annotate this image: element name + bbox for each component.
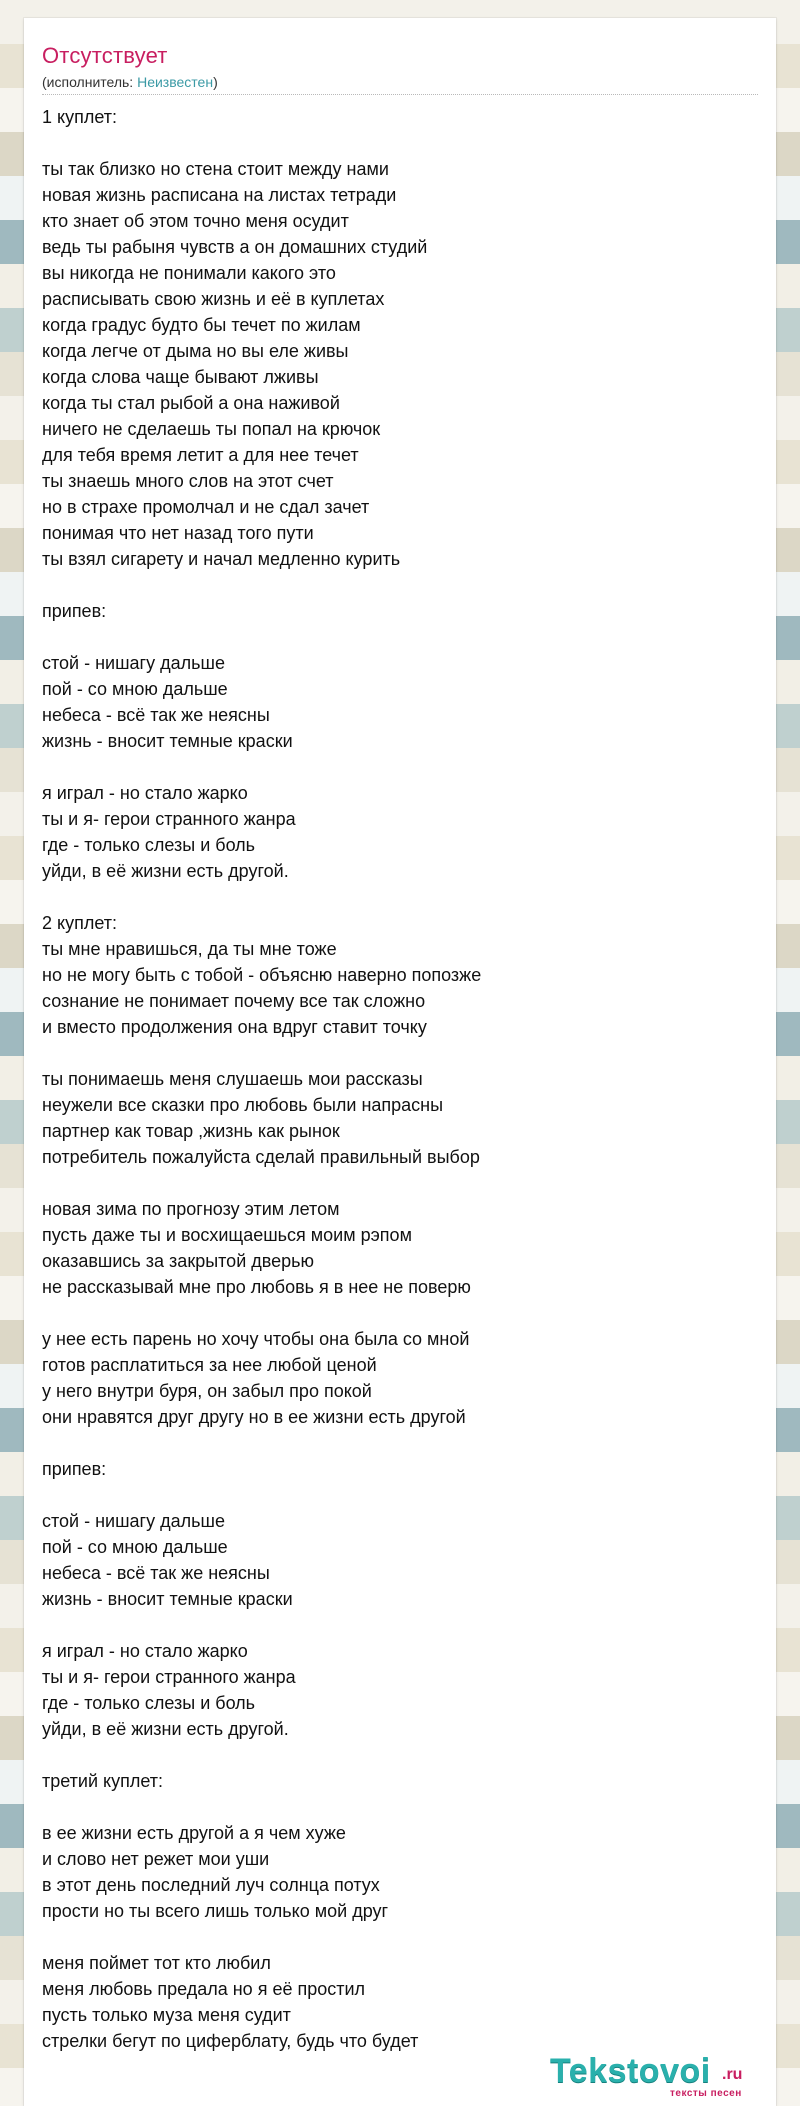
lyric-line: когда градус будто бы течет по жилам [42, 315, 361, 335]
lyric-line: ты и я- герои странного жанра [42, 809, 296, 829]
lyric-line [42, 572, 758, 598]
lyric-line: меня поймет тот кто любил [42, 1953, 271, 1973]
lyric-line: меня любовь предала но я её простил [42, 1979, 366, 1999]
lyric-line: прости но ты всего лишь только мой друг [42, 1901, 389, 1921]
lyric-line: где - только слезы и боль [42, 835, 256, 855]
byline-suffix: ) [213, 74, 218, 90]
header-divider [42, 94, 758, 95]
lyric-line: ты понимаешь меня слушаешь мои рассказы [42, 1069, 423, 1089]
lyric-line [42, 1300, 758, 1326]
lyric-line: ведь ты рабыня чувств а он домашних студий [42, 237, 428, 257]
lyric-line: и слово нет режет мои уши [42, 1849, 270, 1869]
lyric-line: ты мне нравишься, да ты мне тоже [42, 939, 337, 959]
lyric-line: припев: [42, 601, 107, 621]
lyric-line: стой - нишагу дальше [42, 1511, 225, 1531]
lyric-line: жизнь - вносит темные краски [42, 731, 293, 751]
lyric-line: жизнь - вносит темные краски [42, 1589, 293, 1609]
lyric-line: вы никогда не понимали какого это [42, 263, 336, 283]
lyric-line: я играл - но стало жарко [42, 1641, 248, 1661]
lyric-line: готов расплатиться за нее любой ценой [42, 1355, 377, 1375]
artist-byline [42, 74, 218, 90]
lyric-line [42, 754, 758, 780]
lyric-line: когда слова чаще бывают лживы [42, 367, 319, 387]
lyric-line: небеса - всё так же неясны [42, 705, 270, 725]
lyric-line [42, 884, 758, 910]
lyric-line: уйди, в её жизни есть другой. [42, 861, 289, 881]
lyric-line [42, 1170, 758, 1196]
byline-prefix: (исполнитель: [42, 74, 138, 90]
lyric-line: пусть даже ты и восхищаешься моим рэпом [42, 1225, 412, 1245]
lyric-line: не рассказывай мне про любовь я в нее не поверю [42, 1277, 471, 1297]
lyric-line: ты взял сигарету и начал медленно курить [42, 549, 401, 569]
lyric-line: в этот день последний луч солнца потух [42, 1875, 380, 1895]
logo-wordmark: Tekstovoi [550, 2052, 711, 2090]
lyric-line: кто знает об этом точно меня осудит [42, 211, 349, 231]
lyric-line: но в страхе промолчал и не сдал зачет [42, 497, 370, 517]
lyric-line: у него внутри буря, он забыл про покой [42, 1381, 372, 1401]
lyric-line: партнер как товар ,жизнь как рынок [42, 1121, 340, 1141]
lyric-line: новая зима по прогнозу этим летом [42, 1199, 340, 1219]
lyric-line: когда ты стал рыбой а она наживой [42, 393, 340, 413]
lyric-line: ты знаешь много слов на этот счет [42, 471, 334, 491]
lyrics-text [42, 104, 758, 2054]
lyric-line: ты так близко но стена стоит между нами [42, 159, 389, 179]
song-title: Отсутствует [42, 43, 168, 68]
lyric-line: пусть только муза меня судит [42, 2005, 291, 2025]
lyric-line: где - только слезы и боль [42, 1693, 256, 1713]
artist-link[interactable]: Неизвестен [137, 74, 214, 90]
lyric-line: 1 куплет: [42, 107, 117, 127]
lyric-line: у нее есть парень но хочу чтобы она была со мной [42, 1329, 470, 1349]
lyric-line: стой - нишагу дальше [42, 653, 225, 673]
lyric-line: и вместо продолжения она вдруг ставит точку [42, 1017, 427, 1037]
lyric-line: я играл - но стало жарко [42, 783, 248, 803]
lyric-line: припев: [42, 1459, 107, 1479]
lyric-line: неужели все сказки про любовь были напрасны [42, 1095, 444, 1115]
lyric-line: пой - со мною дальше [42, 1537, 228, 1557]
lyric-line: ничего не сделаешь ты попал на крючок [42, 419, 381, 439]
lyric-line [42, 1482, 758, 1508]
lyric-line: новая жизнь расписана на листах тетради [42, 185, 397, 205]
lyric-line [42, 1040, 758, 1066]
lyric-line: уйди, в её жизни есть другой. [42, 1719, 289, 1739]
lyric-line: третий куплет: [42, 1771, 164, 1791]
lyric-line: когда легче от дыма но вы еле живы [42, 341, 349, 361]
lyric-line: оказавшись за закрытой дверью [42, 1251, 315, 1271]
logo-tld: .ru [722, 2066, 743, 2083]
lyric-line: пой - со мною дальше [42, 679, 228, 699]
lyric-line [42, 1742, 758, 1768]
lyric-line: ты и я- герои странного жанра [42, 1667, 296, 1687]
lyric-line: 2 куплет: [42, 913, 117, 933]
lyrics-card [24, 18, 776, 2106]
lyric-line [42, 1612, 758, 1638]
lyric-line: но не могу быть с тобой - объясню наверно попозже [42, 965, 482, 985]
site-logo[interactable] [550, 2048, 758, 2104]
lyric-line [42, 1430, 758, 1456]
lyric-line: они нравятся друг другу но в ее жизни есть другой [42, 1407, 466, 1427]
lyric-line: стрелки бегут по циферблату, будь что будет [42, 2031, 419, 2051]
lyric-line [42, 1924, 758, 1950]
lyric-line: сознание не понимает почему все так сложно [42, 991, 426, 1011]
lyric-line [42, 624, 758, 650]
lyric-line: в ее жизни есть другой а я чем хуже [42, 1823, 346, 1843]
logo-tagline: тексты песен [670, 2088, 742, 2099]
lyric-line [42, 130, 758, 156]
lyric-line: потребитель пожалуйста сделай правильный выбор [42, 1147, 480, 1167]
lyric-line [42, 1794, 758, 1820]
lyric-line: расписывать свою жизнь и её в куплетах [42, 289, 385, 309]
lyric-line: понимая что нет назад того пути [42, 523, 314, 543]
lyric-line: для тебя время летит а для нее течет [42, 445, 359, 465]
lyric-line: небеса - всё так же неясны [42, 1563, 270, 1583]
